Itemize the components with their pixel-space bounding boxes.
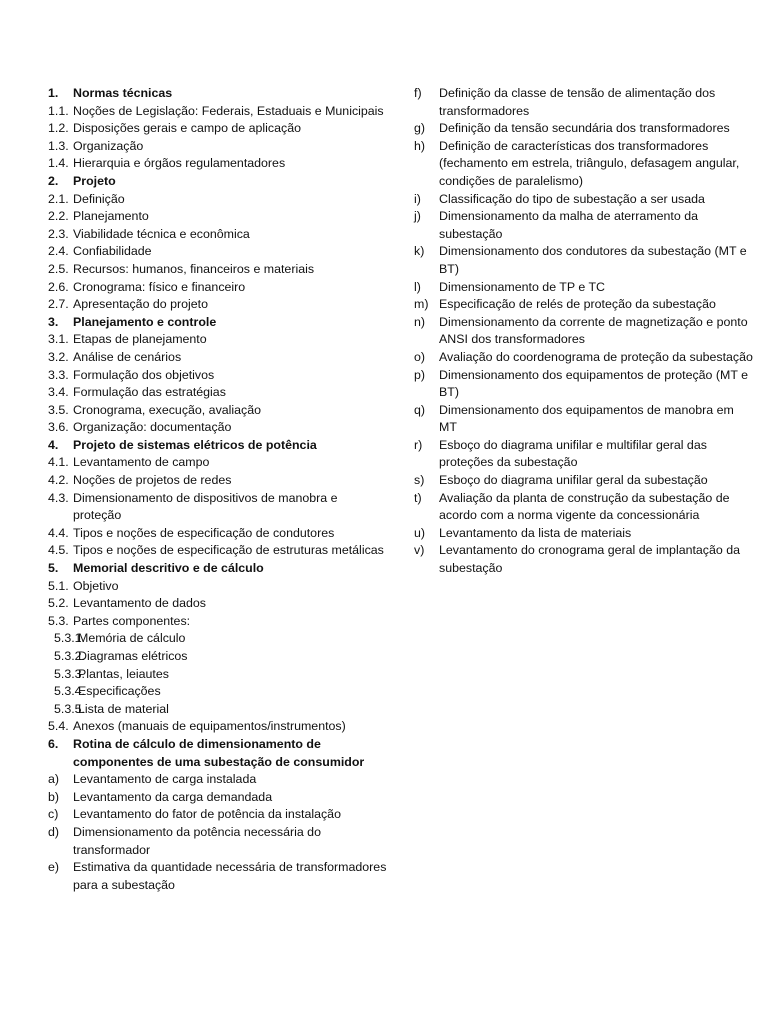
item-number: 3.6. <box>48 420 69 435</box>
item-text: Levantamento do fator de potência da instalação <box>73 807 341 822</box>
item-text: Levantamento de dados <box>73 596 206 611</box>
item-text: Dimensionamento da corrente de magnetização e ponto ANSI dos transformadores <box>439 314 748 347</box>
item-number: 2.3. <box>48 226 69 241</box>
list-item <box>48 208 388 226</box>
item-number: 1.1. <box>48 103 69 118</box>
item-text: Avaliação do coordenograma de proteção da subestação <box>439 349 753 364</box>
list-item <box>48 771 388 789</box>
list-item <box>48 683 388 701</box>
list-item <box>48 279 388 297</box>
section-heading <box>48 437 388 455</box>
item-number: o) <box>414 349 426 364</box>
item-text: Formulação dos objetivos <box>73 367 215 382</box>
item-text: Noções de projetos de redes <box>73 473 232 488</box>
item-text: Definição da tensão secundária dos transformadores <box>439 121 730 136</box>
section-heading <box>48 736 388 771</box>
item-text: Estimativa da quantidade necessária de transformadores para a subestação <box>73 860 387 892</box>
list-item <box>414 191 754 209</box>
list-item <box>414 85 754 120</box>
list-item <box>414 138 754 191</box>
list-item <box>48 226 388 244</box>
list-item <box>48 384 388 402</box>
item-number: 3. <box>48 314 59 329</box>
item-text: Plantas, leiautes <box>78 666 169 681</box>
item-number: c) <box>48 807 59 822</box>
item-number: 2.7. <box>48 297 69 312</box>
item-text: Especificação de relés de proteção da subestação <box>439 297 716 312</box>
item-text: Dimensionamento dos condutores da subestação (MT e BT) <box>439 244 747 276</box>
item-number: 5.2. <box>48 596 69 611</box>
list-item <box>48 630 388 648</box>
item-text: Esboço do diagrama unifilar geral da subestação <box>439 473 708 488</box>
list-item <box>48 402 388 420</box>
item-number: a) <box>48 772 60 787</box>
list-item <box>48 454 388 472</box>
item-number: 5.3.5. <box>54 701 86 716</box>
item-number: 6. <box>48 736 59 751</box>
item-text: Hierarquia e órgãos regulamentadores <box>73 156 286 171</box>
item-text: Lista de material <box>78 701 169 716</box>
item-number: 2.6. <box>48 279 69 294</box>
list-item <box>48 191 388 209</box>
item-number: 5.1. <box>48 578 69 593</box>
item-number: k) <box>414 244 425 259</box>
list-item <box>414 279 754 297</box>
item-text: Tipos e noções de especificação de estruturas metálicas <box>73 543 384 558</box>
item-number: 3.4. <box>48 385 69 400</box>
item-number: 4. <box>48 437 59 452</box>
item-number: i) <box>414 191 421 206</box>
item-number: 5.3.4. <box>54 684 86 699</box>
item-text: Levantamento da carga demandada <box>73 789 273 804</box>
item-number: 3.5. <box>48 402 69 417</box>
list-item <box>48 138 388 156</box>
item-text: Objetivo <box>73 578 119 593</box>
item-text: Diagramas elétricos <box>78 649 188 663</box>
item-text: Etapas de planejamento <box>73 332 207 347</box>
item-text: Levantamento do cronograma geral de implantação da subestação <box>439 543 741 576</box>
item-text: Tipos e noções de especificação de condutores <box>73 525 335 540</box>
list-item <box>414 208 754 243</box>
list-item <box>414 296 754 314</box>
list-item <box>414 367 754 402</box>
item-number: f) <box>414 86 422 100</box>
list-item <box>48 666 388 684</box>
item-text: Avaliação da planta de construção da subestação de acordo com a norma vigente da concessionária <box>439 490 730 523</box>
item-number: l) <box>414 279 421 294</box>
item-text: Projeto <box>73 173 116 188</box>
item-number: 4.5. <box>48 543 69 558</box>
item-text: Especificações <box>78 684 161 699</box>
list-item <box>48 648 388 666</box>
item-number: 4.2. <box>48 473 69 488</box>
list-item <box>414 490 754 525</box>
item-number: n) <box>414 314 426 329</box>
list-item <box>48 103 388 121</box>
list-item <box>414 542 754 577</box>
item-number: 5.4. <box>48 719 69 734</box>
item-text: Levantamento da lista de materiais <box>439 525 632 540</box>
right-column <box>414 85 754 578</box>
list-item <box>48 859 388 894</box>
item-text: Dimensionamento dos equipamentos de proteção (MT e BT) <box>439 367 749 400</box>
list-item <box>414 349 754 367</box>
item-number: 2.4. <box>48 244 69 259</box>
item-number: 5. <box>48 561 59 576</box>
section-heading <box>48 85 388 103</box>
item-number: e) <box>48 860 60 875</box>
item-text: Dimensionamento de TP e TC <box>439 279 605 294</box>
item-number: 2.1. <box>48 191 69 206</box>
item-text: Anexos (manuais de equipamentos/instrumentos) <box>73 719 346 734</box>
item-number: u) <box>414 525 426 540</box>
item-number: g) <box>414 121 426 136</box>
list-item <box>414 120 754 138</box>
item-number: 5.3.3. <box>54 666 86 681</box>
item-number: v) <box>414 543 425 558</box>
list-item <box>48 490 388 525</box>
item-text: Organização <box>73 138 144 153</box>
item-number: d) <box>48 824 60 839</box>
list-item <box>48 296 388 314</box>
item-number: q) <box>414 402 426 417</box>
item-text: Cronograma: físico e financeiro <box>73 279 246 294</box>
item-number: 4.3. <box>48 490 69 505</box>
item-number: t) <box>414 490 422 505</box>
item-number: h) <box>414 138 426 153</box>
list-item <box>414 437 754 472</box>
list-item <box>48 806 388 824</box>
list-item <box>48 525 388 543</box>
list-item <box>48 261 388 279</box>
item-number: b) <box>48 789 60 804</box>
list-item <box>48 419 388 437</box>
item-text: Dimensionamento da malha de aterramento da subestação <box>439 209 698 241</box>
list-item <box>48 542 388 560</box>
list-item <box>48 701 388 719</box>
item-text: Planejamento e controle <box>73 314 217 329</box>
list-item <box>48 349 388 367</box>
item-number: 2. <box>48 173 59 188</box>
item-number: 5.3. <box>48 613 69 628</box>
item-number: 5.3.2. <box>54 649 86 663</box>
item-text: Viabilidade técnica e econômica <box>73 226 250 241</box>
item-text: Classificação do tipo de subestação a ser usada <box>439 191 705 206</box>
item-number: m) <box>414 297 429 312</box>
item-text: Apresentação do projeto <box>73 297 209 312</box>
item-number: 4.4. <box>48 525 69 540</box>
item-text: Dimensionamento dos equipamentos de manobra em MT <box>439 402 734 435</box>
list-item <box>48 120 388 138</box>
item-number: 2.5. <box>48 261 69 276</box>
item-text: Memória de cálculo <box>78 631 186 646</box>
list-item <box>414 525 754 543</box>
list-item <box>48 718 388 736</box>
item-text: Organização: documentação <box>73 420 232 435</box>
item-text: Memorial descritivo e de cálculo <box>73 561 264 576</box>
item-text: Normas técnicas <box>73 86 173 100</box>
list-item <box>414 314 754 349</box>
item-number: j) <box>414 209 421 224</box>
item-text: Disposições gerais e campo de aplicação <box>73 121 301 136</box>
list-item <box>414 243 754 278</box>
item-number: 1.4. <box>48 156 69 171</box>
item-number: 3.3. <box>48 367 69 382</box>
item-text: Formulação das estratégias <box>73 385 226 400</box>
list-item <box>48 824 388 859</box>
item-text: Cronograma, execução, avaliação <box>73 402 262 417</box>
section-heading <box>48 560 388 578</box>
list-item <box>48 578 388 596</box>
item-number: 1. <box>48 86 59 100</box>
item-number: r) <box>414 437 423 452</box>
item-text: Levantamento de campo <box>73 455 210 470</box>
section-heading <box>48 314 388 332</box>
section-heading <box>48 173 388 191</box>
item-text: Partes componentes: <box>73 613 191 628</box>
item-text: Definição de características dos transformadores (fechamento em estrela, triângulo, defasagem angular, condições de paralelismo) <box>439 138 740 188</box>
item-number: 3.1. <box>48 332 69 347</box>
list-item <box>48 243 388 261</box>
item-text: Recursos: humanos, financeiros e materiais <box>73 261 315 276</box>
list-item <box>48 472 388 490</box>
item-number: 1.2. <box>48 121 69 136</box>
item-text: Projeto de sistemas elétricos de potência <box>73 437 317 452</box>
item-number: p) <box>414 367 426 382</box>
item-number: 1.3. <box>48 138 69 153</box>
item-text: Definição da classe de tensão de alimentação dos transformadores <box>439 86 716 118</box>
list-item <box>414 472 754 490</box>
item-number: 2.2. <box>48 209 69 224</box>
item-text: Confiabilidade <box>73 244 152 259</box>
list-item <box>48 331 388 349</box>
item-text: Esboço do diagrama unifilar e multifilar geral das proteções da subestação <box>439 437 707 470</box>
item-text: Noções de Legislação: Federais, Estaduais e Municipais <box>73 103 384 118</box>
item-text: Análise de cenários <box>73 349 182 364</box>
item-number: 4.1. <box>48 455 69 470</box>
list-item <box>48 613 388 631</box>
left-column <box>48 85 388 894</box>
list-item <box>48 155 388 173</box>
item-text: Definição <box>73 191 125 206</box>
item-number: 5.3.1. <box>54 631 86 646</box>
item-text: Dimensionamento da potência necessária do transformador <box>73 824 321 857</box>
list-item <box>414 402 754 437</box>
item-text: Rotina de cálculo de dimensionamento de componentes de uma subestação de consumidor <box>73 736 365 769</box>
list-item <box>48 367 388 385</box>
item-number: s) <box>414 473 425 488</box>
item-text: Dimensionamento de dispositivos de manobra e proteção <box>73 490 338 523</box>
list-item <box>48 595 388 613</box>
item-text: Levantamento de carga instalada <box>73 772 257 787</box>
item-number: 3.2. <box>48 349 69 364</box>
item-text: Planejamento <box>73 209 149 224</box>
list-item <box>48 789 388 807</box>
